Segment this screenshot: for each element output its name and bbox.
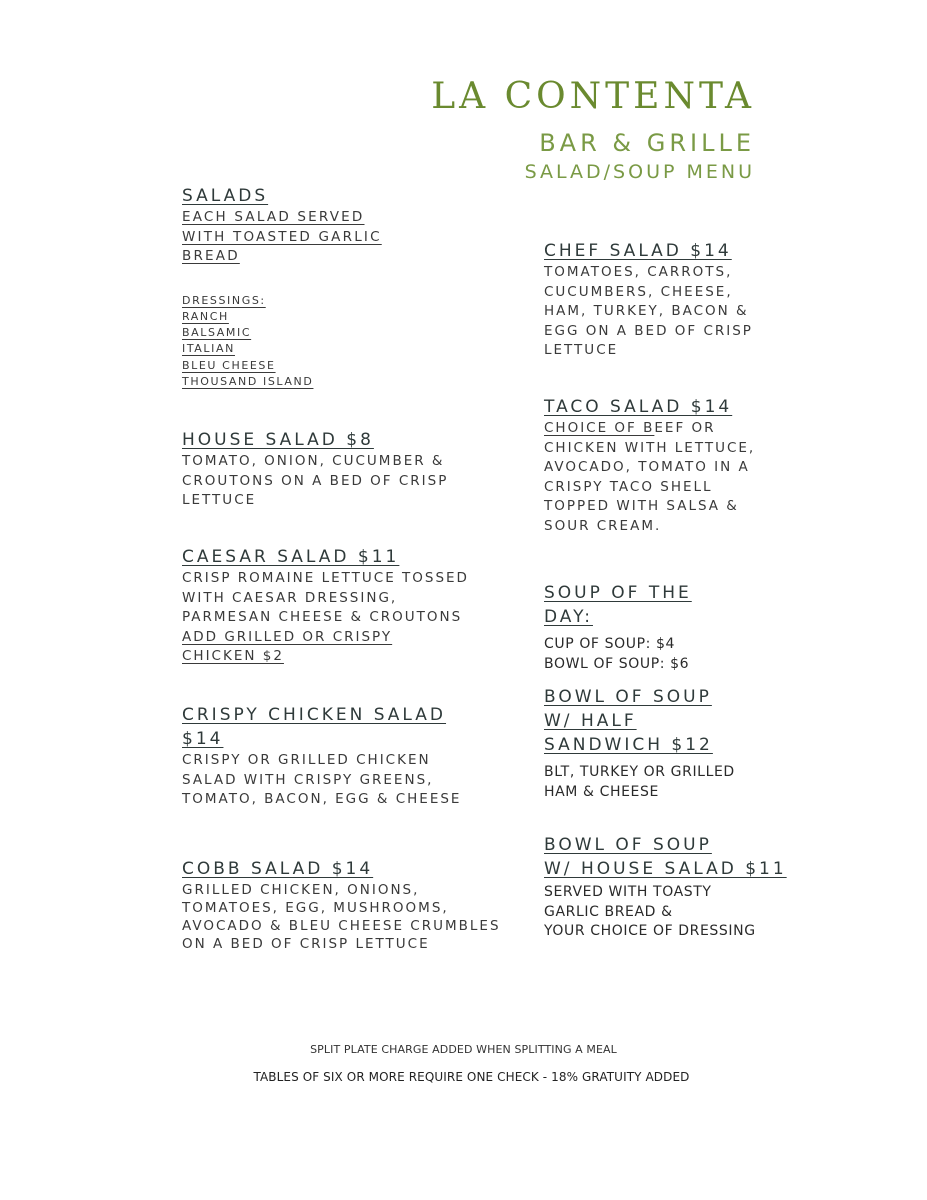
gratuity-note: TABLES OF SIX OR MORE REQUIRE ONE CHECK - 18% GRATUITY ADDED	[253, 1070, 690, 1084]
item-description-line: PARMESAN CHEESE & CROUTONS	[182, 609, 463, 626]
chef-salad-heading: CHEF SALAD $14	[544, 241, 732, 261]
dressing-item: THOUSAND ISLAND	[182, 374, 314, 388]
cobb-salad-heading: COBB SALAD $14	[182, 859, 374, 879]
dressing-item: RANCH	[182, 309, 229, 323]
taco-salad-heading: TACO SALAD $14	[544, 397, 733, 417]
caesar-salad-heading: CAESAR SALAD $11	[182, 547, 400, 567]
item-description-line	[544, 419, 755, 439]
item-description-line: CUCUMBERS, CHEESE,	[544, 283, 733, 300]
heading-line: SOUP OF THE	[544, 583, 692, 603]
dressing-item: BALSAMIC	[182, 326, 252, 340]
heading-line: SANDWICH $12	[544, 735, 713, 755]
item-description-line: GARLIC BREAD &	[544, 903, 673, 920]
addon-line: CHICKEN $2	[182, 648, 284, 665]
item-description-line: HAM & CHEESE	[544, 783, 659, 800]
menu-title: SALAD/SOUP MENU	[524, 161, 755, 183]
item-description-line: TOMATOES, EGG, MUSHROOMS,	[182, 900, 449, 916]
soup-salad-heading	[544, 833, 787, 881]
underlined-text: CHOICE OF B	[544, 420, 655, 436]
price-line: CUP OF SOUP: $4	[544, 636, 676, 652]
text-rest: EEF OR	[654, 420, 716, 436]
soup-of-the-day-section	[544, 581, 692, 674]
cobb-salad-section	[182, 857, 501, 953]
crispy-chicken-salad-section	[182, 703, 461, 810]
dressing-item: BLEU CHEESE	[182, 358, 276, 372]
house-salad-section	[182, 428, 448, 511]
item-description-line: HAM, TURKEY, BACON &	[544, 303, 749, 320]
item-description-line: LETTUCE	[182, 492, 257, 509]
intro-line: EACH SALAD SERVED	[182, 209, 365, 225]
caesar-salad-section	[182, 545, 469, 667]
item-description-line: GRILLED CHICKEN, ONIONS,	[182, 882, 420, 898]
item-description-line: WITH CAESAR DRESSING,	[182, 589, 398, 606]
item-description-line: SERVED WITH TOASTY	[544, 884, 712, 900]
soup-of-the-day-heading	[544, 581, 692, 629]
heading-line: DAY:	[544, 607, 593, 627]
item-description-line: LETTUCE	[544, 342, 619, 359]
item-description-line: TOMATO, BACON, EGG & CHEESE	[182, 791, 462, 808]
item-description-line: ON A BED OF CRISP LETTUCE	[182, 936, 430, 952]
house-salad-heading: HOUSE SALAD $8	[182, 430, 374, 450]
price-line: BOWL OF SOUP: $6	[544, 655, 690, 672]
soup-sandwich-heading	[544, 685, 735, 757]
item-description-line: CRISPY TACO SHELL	[544, 478, 713, 495]
salads-heading: SALADS	[182, 186, 269, 206]
item-description-line: EGG ON A BED OF CRISP	[544, 322, 753, 339]
intro-line: WITH TOASTED GARLIC	[182, 228, 382, 245]
item-description-line: TOMATO, ONION, CUCUMBER &	[182, 453, 445, 469]
intro-line: BREAD	[182, 248, 240, 265]
item-description-line: SALAD WITH CRISPY GREENS,	[182, 771, 434, 788]
salads-intro-text	[182, 208, 382, 267]
heading-line: W/ HALF	[544, 711, 637, 731]
item-description-line: CRISPY OR GRILLED CHICKEN	[182, 752, 431, 768]
item-description-line: CRISP ROMAINE LETTUCE TOSSED	[182, 570, 469, 586]
item-description-line: YOUR CHOICE OF DRESSING	[544, 923, 756, 940]
heading-line: $14	[182, 729, 224, 749]
soup-sandwich-section	[544, 685, 735, 802]
split-plate-note: SPLIT PLATE CHARGE ADDED WHEN SPLITTING A MEAL	[310, 1043, 617, 1056]
chef-salad-section	[544, 239, 753, 361]
restaurant-name: LA CONTENTA	[431, 76, 755, 117]
item-description-line: CROUTONS ON A BED OF CRISP	[182, 472, 449, 489]
dressings-heading: DRESSINGS:	[182, 293, 266, 307]
item-description-line: SOUR CREAM.	[544, 517, 662, 534]
dressing-item: ITALIAN	[182, 342, 235, 356]
restaurant-subtitle: BAR & GRILLE	[539, 129, 755, 157]
item-description-line: CHICKEN WITH LETTUCE,	[544, 439, 756, 456]
item-description-line: TOMATOES, CARROTS,	[544, 264, 733, 280]
item-description-line: AVOCADO, TOMATO IN A	[544, 459, 750, 476]
taco-salad-section	[544, 395, 755, 537]
addon-line: ADD GRILLED OR CRISPY	[182, 628, 393, 645]
dressings-list	[182, 293, 382, 390]
item-description-line: AVOCADO & BLEU CHEESE CRUMBLES	[182, 918, 501, 934]
heading-line: W/ HOUSE SALAD $11	[544, 859, 787, 879]
crispy-chicken-salad-heading	[182, 703, 461, 751]
heading-line: BOWL OF SOUP	[544, 835, 712, 855]
salads-intro-section	[182, 184, 382, 390]
item-description-line: TOPPED WITH SALSA &	[544, 498, 739, 515]
soup-salad-section	[544, 833, 787, 942]
item-description-line: BLT, TURKEY OR GRILLED	[544, 764, 735, 780]
heading-line: BOWL OF SOUP	[544, 687, 712, 707]
heading-line: CRISPY CHICKEN SALAD	[182, 705, 447, 725]
